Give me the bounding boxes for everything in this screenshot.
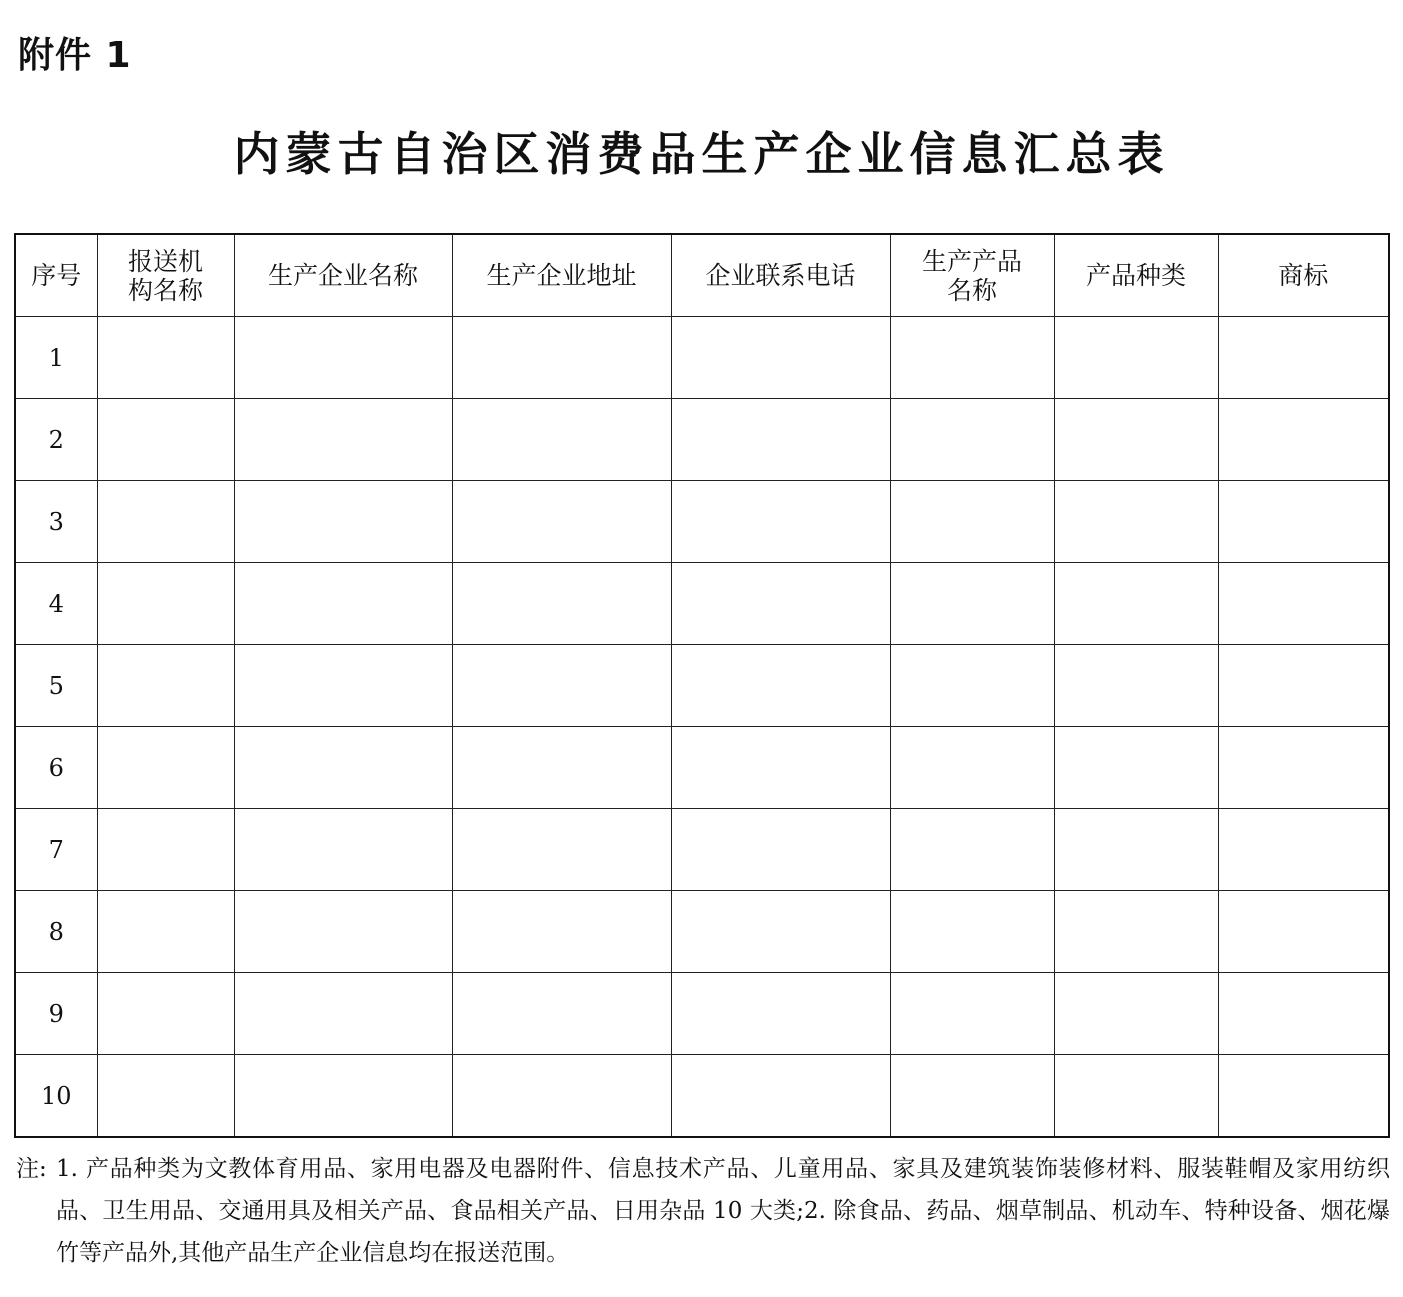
cell-product-name[interactable] [890,809,1054,891]
cell-company-name[interactable] [234,891,452,973]
cell-company-phone[interactable] [671,481,890,563]
cell-product-category[interactable] [1054,563,1218,645]
column-header-trademark [1218,234,1389,317]
cell-product-category[interactable] [1054,399,1218,481]
column-header-line: 商标 [1278,261,1329,290]
cell-product-name[interactable] [890,481,1054,563]
column-header-line: 生产产品 [921,246,1022,276]
cell-company-name[interactable] [234,973,452,1055]
cell-company-phone[interactable] [671,1055,890,1138]
cell-product-name[interactable] [890,317,1054,399]
cell-product-category[interactable] [1054,727,1218,809]
cell-company-address[interactable] [452,645,671,727]
cell-product-name[interactable] [890,973,1054,1055]
cell-trademark[interactable] [1218,481,1389,563]
column-header-line: 生产企业名称 [267,261,418,290]
cell-trademark[interactable] [1218,809,1389,891]
page-title: 内蒙古自治区消费品生产企业信息汇总表 [233,127,1170,181]
cell-product-name[interactable] [890,399,1054,481]
cell-trademark[interactable] [1218,399,1389,481]
cell-product-category[interactable] [1054,809,1218,891]
cell-company-address[interactable] [452,317,671,399]
cell-reporting-org[interactable] [97,645,234,727]
header-row [15,234,1389,317]
cell-company-phone[interactable] [671,645,890,727]
cell-company-address[interactable] [452,727,671,809]
table-row [15,727,1389,809]
table-row [15,645,1389,727]
cell-reporting-org[interactable] [97,399,234,481]
table-body [15,317,1389,1138]
column-header-line: 构名称 [127,275,203,305]
cell-trademark[interactable] [1218,1055,1389,1138]
column-header-line: 名称 [946,275,997,305]
cell-product-category[interactable] [1054,317,1218,399]
column-header-reporting-org [97,234,234,317]
column-header-company-name [234,234,452,317]
cell-product-name[interactable] [890,645,1054,727]
column-header-line: 报送机 [127,246,203,276]
cell-company-phone[interactable] [671,563,890,645]
column-header-line: 产品种类 [1085,261,1186,290]
column-header-product-category [1054,234,1218,317]
cell-trademark[interactable] [1218,645,1389,727]
cell-company-name[interactable] [234,809,452,891]
cell-company-name[interactable] [234,399,452,481]
cell-seq: 9 [15,973,97,1055]
cell-product-name[interactable] [890,727,1054,809]
cell-trademark[interactable] [1218,563,1389,645]
cell-reporting-org[interactable] [97,1055,234,1138]
cell-product-name[interactable] [890,891,1054,973]
column-header-company-address [452,234,671,317]
cell-company-name[interactable] [234,1055,452,1138]
cell-company-address[interactable] [452,1055,671,1138]
cell-reporting-org[interactable] [97,481,234,563]
cell-seq: 2 [15,399,97,481]
cell-company-address[interactable] [452,891,671,973]
cell-company-name[interactable] [234,563,452,645]
cell-company-address[interactable] [452,481,671,563]
cell-product-name[interactable] [890,563,1054,645]
cell-seq: 4 [15,563,97,645]
cell-reporting-org[interactable] [97,317,234,399]
summary-table [14,233,1390,1138]
column-header-seq [15,234,97,317]
cell-trademark[interactable] [1218,317,1389,399]
column-header-line: 企业联系电话 [705,261,856,290]
cell-seq: 1 [15,317,97,399]
table-row [15,563,1389,645]
cell-company-name[interactable] [234,727,452,809]
cell-trademark[interactable] [1218,891,1389,973]
column-header-company-phone [671,234,890,317]
cell-reporting-org[interactable] [97,563,234,645]
cell-trademark[interactable] [1218,727,1389,809]
cell-product-category[interactable] [1054,645,1218,727]
cell-company-name[interactable] [234,481,452,563]
cell-product-category[interactable] [1054,973,1218,1055]
cell-company-phone[interactable] [671,809,890,891]
cell-company-address[interactable] [452,973,671,1055]
cell-reporting-org[interactable] [97,727,234,809]
cell-company-address[interactable] [452,399,671,481]
cell-seq: 5 [15,645,97,727]
table-row [15,481,1389,563]
table-row [15,891,1389,973]
cell-company-phone[interactable] [671,399,890,481]
footnote-text: 1. 产品种类为文教体育用品、家用电器及电器附件、信息技术产品、儿童用品、家具及建筑装饰装修材料、服装鞋帽及家用纺织品、卫生用品、交通用具及相关产品、食品相关产品、日用杂品 10 大类;2. 除食品、药品、烟草制品、机动车、特种设备、烟花爆竹等产品外,其他产品生产企业信息均在报送范围。 [56,1156,1390,1266]
table-row [15,317,1389,399]
cell-company-phone[interactable] [671,317,890,399]
cell-company-phone[interactable] [671,973,890,1055]
cell-product-category[interactable] [1054,1055,1218,1138]
table-row [15,809,1389,891]
table-row [15,1055,1389,1138]
cell-seq: 8 [15,891,97,973]
cell-seq: 6 [15,727,97,809]
cell-company-name[interactable] [234,645,452,727]
cell-company-name[interactable] [234,317,452,399]
cell-seq: 10 [15,1055,97,1138]
cell-product-category[interactable] [1054,481,1218,563]
column-header-product-name [890,234,1054,317]
column-header-line: 序号 [31,261,82,290]
cell-product-category[interactable] [1054,891,1218,973]
cell-seq: 3 [15,481,97,563]
cell-reporting-org[interactable] [97,973,234,1055]
cell-seq: 7 [15,809,97,891]
footnote [16,1148,1390,1274]
cell-reporting-org[interactable] [97,809,234,891]
footnote-label: 注: [16,1156,47,1182]
cell-company-address[interactable] [452,563,671,645]
cell-trademark[interactable] [1218,973,1389,1055]
table-row [15,399,1389,481]
cell-company-phone[interactable] [671,727,890,809]
cell-company-phone[interactable] [671,891,890,973]
cell-company-address[interactable] [452,809,671,891]
attachment-label: 附件 1 [18,35,132,76]
cell-reporting-org[interactable] [97,891,234,973]
column-header-line: 生产企业地址 [486,261,637,290]
cell-product-name[interactable] [890,1055,1054,1138]
table-row [15,973,1389,1055]
